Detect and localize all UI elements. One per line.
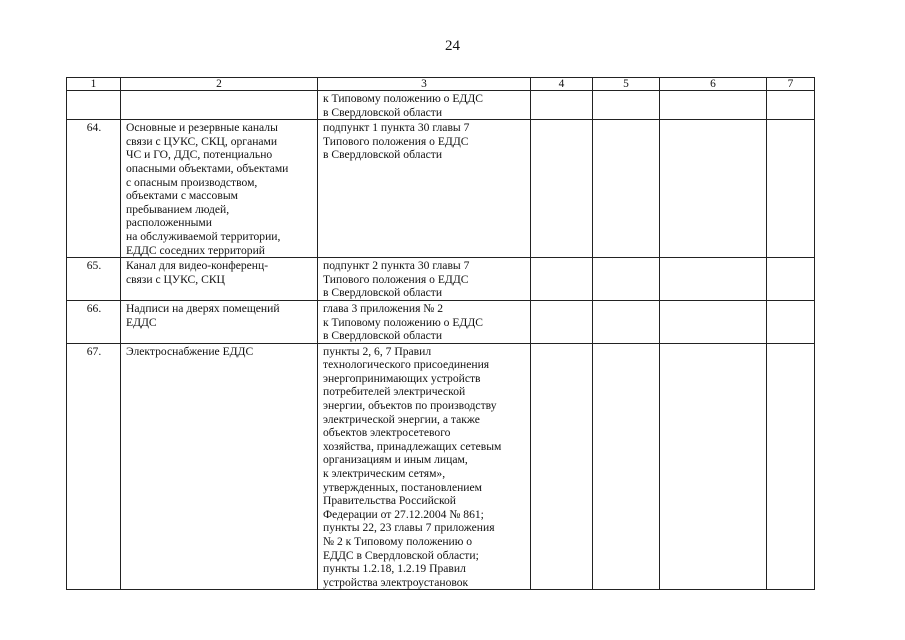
legal-basis-cell: [318, 91, 531, 120]
empty-cell: [767, 343, 815, 590]
column-header: 7: [767, 78, 815, 91]
requirement-name-line: опасными объектами, объектами: [126, 161, 289, 175]
requirement-name-cell: [121, 120, 318, 258]
requirement-name-cell: [121, 300, 318, 343]
requirement-name-line: ЧС и ГО, ДДС, потенциально: [126, 148, 273, 162]
legal-basis-line: утвержденных, постановлением: [323, 480, 482, 494]
legal-basis-line: в Свердловской области: [323, 148, 443, 162]
legal-basis-line: Федерации от 27.12.2004 № 861;: [323, 507, 484, 521]
row-number: 64.: [67, 120, 121, 258]
page-number: 24: [445, 38, 460, 54]
empty-cell: [593, 258, 660, 301]
requirement-name-cell: [121, 258, 318, 301]
legal-basis-line: организациям и иным лицам,: [323, 453, 468, 467]
row-number: [67, 91, 121, 120]
empty-cell: [767, 300, 815, 343]
row-number: 66.: [67, 300, 121, 343]
legal-basis-line: пункты 1.2.18, 1.2.19 Правил: [323, 562, 466, 576]
column-header: 3: [318, 78, 531, 91]
empty-cell: [593, 91, 660, 120]
legal-basis-line: электрической энергии, а также: [323, 412, 480, 426]
legal-basis-line: в Свердловской области: [323, 329, 443, 343]
table-row: [67, 91, 815, 120]
column-header: 6: [660, 78, 767, 91]
column-header: 2: [121, 78, 318, 91]
legal-basis-line: глава 3 приложения № 2: [323, 301, 444, 315]
legal-basis-line: потребителей электрической: [323, 385, 466, 399]
requirement-name-line: ЕДДС: [126, 315, 157, 329]
legal-basis-cell: [318, 258, 531, 301]
legal-basis-line: к Типовому положению о ЕДДС: [323, 315, 483, 329]
legal-basis-line: в Свердловской области: [323, 105, 443, 119]
empty-cell: [593, 343, 660, 590]
requirements-table: [66, 77, 815, 590]
legal-basis-cell: [318, 343, 531, 590]
empty-cell: [660, 91, 767, 120]
legal-basis-line: к Типовому положению о ЕДДС: [323, 92, 483, 105]
requirement-name-cell: [121, 343, 318, 590]
requirement-name-line: связи с ЦУКС, СКЦ: [126, 272, 225, 286]
empty-cell: [593, 300, 660, 343]
table-row: [67, 120, 815, 258]
legal-basis-line: в Свердловской области: [323, 286, 443, 300]
legal-basis-line: технологического присоединения: [323, 358, 490, 372]
requirement-name-line: объектами с массовым: [126, 189, 238, 203]
table-row: [67, 258, 815, 301]
empty-cell: [593, 120, 660, 258]
column-number-row: [67, 78, 815, 91]
empty-cell: [767, 258, 815, 301]
requirement-name-line: Основные и резервные каналы: [126, 121, 278, 135]
legal-basis-line: к электрическим сетям»,: [323, 467, 446, 481]
row-number: 65.: [67, 258, 121, 301]
empty-cell: [660, 300, 767, 343]
legal-basis-line: энергопринимающих устройств: [323, 371, 481, 385]
requirement-name-cell: [121, 91, 318, 120]
empty-cell: [660, 120, 767, 258]
empty-cell: [767, 120, 815, 258]
empty-cell: [767, 91, 815, 120]
legal-basis-cell: [318, 120, 531, 258]
empty-cell: [531, 258, 593, 301]
row-number: 67.: [67, 343, 121, 590]
empty-cell: [531, 343, 593, 590]
requirement-name-line: ЕДДС соседних территорий: [126, 243, 265, 257]
requirement-name-line: расположенными: [126, 216, 212, 230]
requirement-name-line: Надписи на дверях помещений: [126, 301, 280, 315]
legal-basis-line: подпункт 1 пункта 30 главы 7: [323, 121, 470, 135]
empty-cell: [531, 120, 593, 258]
legal-basis-line: Правительства Российской: [323, 494, 456, 508]
legal-basis-line: № 2 к Типовому положению о: [323, 535, 473, 548]
column-header: 5: [593, 78, 660, 91]
legal-basis-line: энергии, объектов по производству: [323, 399, 497, 413]
empty-cell: [660, 258, 767, 301]
table-row: [67, 343, 815, 590]
table-row: [67, 300, 815, 343]
empty-cell: [531, 91, 593, 120]
legal-basis-cell: [318, 300, 531, 343]
requirement-name-line: на обслуживаемой территории,: [126, 229, 281, 243]
legal-basis-line: подпункт 2 пункта 30 главы 7: [323, 259, 470, 273]
requirement-name-line: Канал для видео-конференц-: [126, 259, 269, 273]
legal-basis-line: объектов электросетевого: [323, 426, 451, 440]
requirement-name-line: с опасным производством,: [126, 175, 258, 189]
legal-basis-line: пункты 2, 6, 7 Правил: [323, 344, 432, 358]
column-header: 4: [531, 78, 593, 91]
empty-cell: [531, 300, 593, 343]
requirement-name-line: связи с ЦУКС, СКЦ, органами: [126, 134, 278, 148]
requirement-name-line: пребыванием людей,: [126, 202, 230, 216]
legal-basis-line: ЕДДС в Свердловской области;: [323, 548, 479, 562]
empty-cell: [660, 343, 767, 590]
column-header: 1: [67, 78, 121, 91]
legal-basis-line: Типового положения о ЕДДС: [323, 134, 469, 148]
requirement-name-line: Электроснабжение ЕДДС: [126, 344, 254, 358]
legal-basis-line: устройства электроустановок: [323, 575, 469, 589]
legal-basis-line: пункты 22, 23 главы 7 приложения: [323, 521, 495, 535]
legal-basis-line: хозяйства, принадлежащих сетевым: [323, 439, 502, 453]
legal-basis-line: Типового положения о ЕДДС: [323, 272, 469, 286]
